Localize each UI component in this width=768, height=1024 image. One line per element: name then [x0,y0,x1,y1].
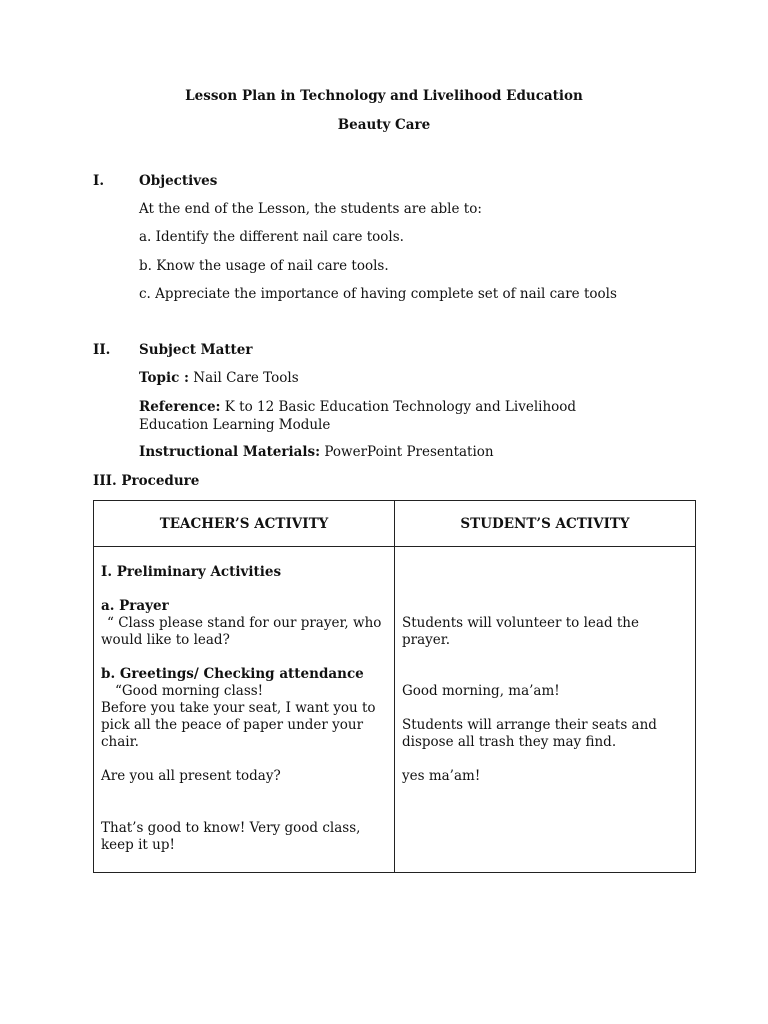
topic-label: Topic : [139,370,189,386]
objective-item-b: b. Know the usage of nail care tools. [139,258,389,274]
procedure-heading: III. Procedure [93,473,200,489]
subject-matter-numeral: II. [93,342,111,358]
student-activity-cell [395,547,696,873]
objective-item-a: a. Identify the different nail care tools. [139,229,404,245]
teacher-activity-header: TEACHER’S ACTIVITY [94,501,395,547]
topic-value: Nail Care Tools [188,370,299,386]
closing-remark: That’s good to know! Very good class, keep it up! [101,820,361,853]
student-prayer-response: Students will volunteer to lead the prayer. [402,615,639,648]
prayer-text: “ Class please stand for our prayer, who would like to lead? [101,615,382,648]
reference-value: K to 12 Basic Education Technology and Livelihood Education Learning Module [139,399,577,433]
objectives-intro: At the end of the Lesson, the students are able to: [139,201,482,217]
subject-matter-heading: Subject Matter [139,342,253,358]
reference-label: Reference: [139,399,221,415]
materials-line [139,444,494,460]
table-header-row [94,501,696,547]
student-arrange-response: Students will arrange their seats and dispose all trash they may find. [402,717,657,750]
materials-label: Instructional Materials: [139,444,321,460]
procedure-table [93,500,696,873]
attendance-question: Are you all present today? [101,768,281,784]
objectives-numeral: I. [93,173,105,189]
preliminary-activities-heading: I. Preliminary Activities [101,564,282,580]
student-activity-header: STUDENT’S ACTIVITY [395,501,696,547]
teacher-activity-cell [94,547,395,873]
table-row [94,547,696,873]
document-subtitle: Beauty Care [337,117,431,133]
objective-item-c: c. Appreciate the importance of having complete set of nail care tools [139,286,617,302]
materials-value: PowerPoint Presentation [320,444,494,460]
student-greeting-response: Good morning, ma’am! [402,683,560,699]
greetings-heading: b. Greetings/ Checking attendance [101,666,364,682]
student-attendance-response: yes ma’am! [402,768,481,784]
topic-line [139,370,299,386]
document-title: Lesson Plan in Technology and Livelihood Education [185,88,583,104]
reference-line [139,398,639,434]
greeting-instruction: Before you take your seat, I want you to pick all the peace of paper under your chair. [101,700,376,750]
objectives-heading: Objectives [139,173,218,189]
prayer-heading: a. Prayer [101,598,169,614]
greeting-line: “Good morning class! [115,683,264,699]
